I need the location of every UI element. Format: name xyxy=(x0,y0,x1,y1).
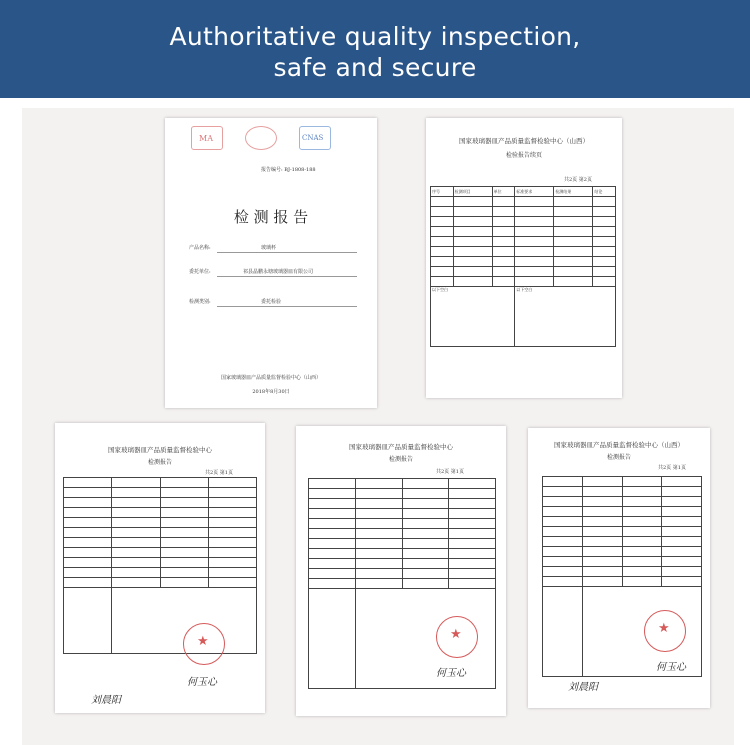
report-table xyxy=(63,477,257,654)
inspection-stamp-icon xyxy=(644,610,686,652)
cnas-logo-icon: CNAS xyxy=(299,126,331,150)
report-page-count: 共2页 第1页 xyxy=(436,469,464,475)
client-label: 委托单位: xyxy=(189,269,211,275)
report-date: 2018年8月30日 xyxy=(252,389,290,395)
col-header: 序号 xyxy=(431,187,454,197)
col-header: 检测项目 xyxy=(453,187,492,197)
cma-logo-icon: MA xyxy=(191,126,223,150)
signature: 何玉心 xyxy=(656,662,686,673)
report-table xyxy=(308,478,496,689)
title-banner xyxy=(0,0,750,98)
report-subtitle: 检测报告 xyxy=(388,456,413,463)
inspection-stamp-icon xyxy=(436,616,478,658)
report-header: 国家玻璃器皿产品质量监督检验中心（山西） xyxy=(554,441,684,449)
report-page-1 xyxy=(55,423,265,713)
product-label: 产品名称: xyxy=(189,245,211,251)
continuation-report-page xyxy=(426,118,622,398)
signature: 何玉心 xyxy=(187,677,217,688)
footer-right: 以下空白 xyxy=(516,287,533,292)
continuation-subtitle: 检验报告续页 xyxy=(505,152,542,159)
signature: 何玉心 xyxy=(436,668,466,679)
report-number: 报告编号: BJ-1808-188 xyxy=(261,167,316,173)
report-header: 国家玻璃器皿产品质量监督检验中心 xyxy=(108,446,212,454)
report-header: 国家玻璃器皿产品质量监督检验中心 xyxy=(349,443,453,451)
col-header: 检测结果 xyxy=(554,187,593,197)
report-page-count: 共2页 第1页 xyxy=(658,465,686,471)
qs-logo-icon xyxy=(245,126,277,150)
report-page-2 xyxy=(296,426,506,716)
inspection-stamp-icon xyxy=(183,623,225,665)
cover-report-page xyxy=(165,118,377,408)
report-subtitle: 检测报告 xyxy=(606,454,631,461)
signature: 刘晨阳 xyxy=(91,695,121,706)
report-title: 检 测 报 告 xyxy=(233,208,309,226)
product-value: 玻璃杯 xyxy=(261,245,277,251)
type-value: 委托检验 xyxy=(261,299,282,305)
report-subtitle: 检测报告 xyxy=(147,459,172,466)
banner-line-2: safe and secure xyxy=(273,53,477,82)
continuation-page: 共2页 第2页 xyxy=(564,177,592,183)
results-table xyxy=(430,186,616,347)
type-label: 检测类别: xyxy=(189,299,211,305)
client-value: 祁县晶鹏永塘玻璃器皿有限公司 xyxy=(243,269,314,275)
center-name: 国家玻璃器皿产品质量监督检验中心（山西） xyxy=(220,375,321,381)
report-page-3 xyxy=(528,428,710,708)
col-header: 结论 xyxy=(593,187,616,197)
col-header: 单位 xyxy=(492,187,515,197)
banner-line-1: Authoritative quality inspection, xyxy=(169,22,581,51)
report-page-count: 共2页 第1页 xyxy=(205,470,233,476)
footer-left: 以下空白 xyxy=(432,287,448,292)
col-header: 标准要求 xyxy=(515,187,554,197)
continuation-header: 国家玻璃器皿产品质量监督检验中心（山西） xyxy=(459,137,589,145)
signature: 刘晨阳 xyxy=(568,682,598,693)
